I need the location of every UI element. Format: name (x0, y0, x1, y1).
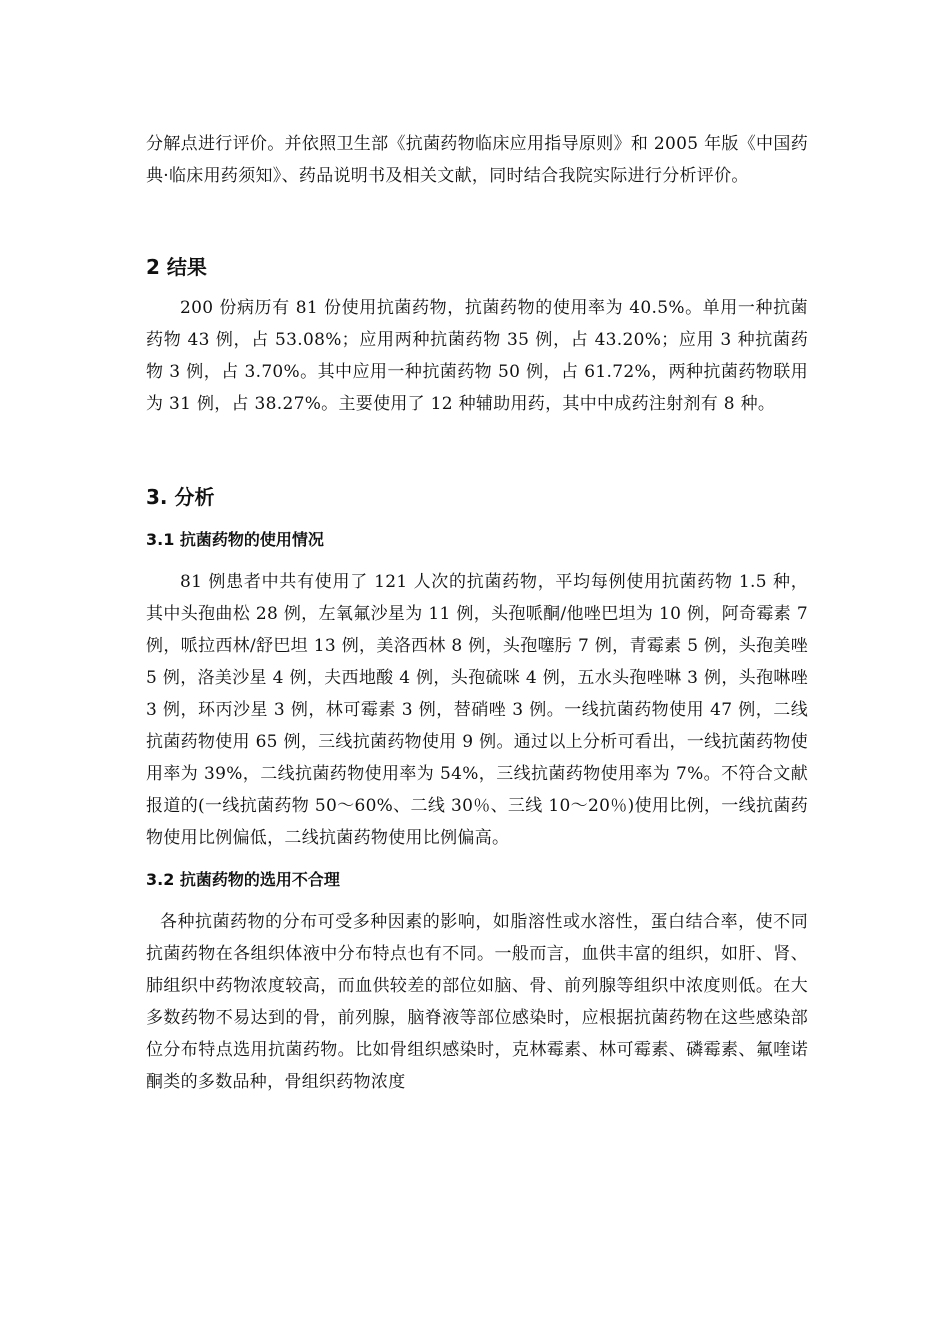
spacer (146, 854, 808, 866)
section-2-heading: 2 结果 (146, 255, 207, 279)
intro-paragraph: 分解点进行评价。并依照卫生部《抗菌药物临床应用指导原则》和 2005 年版《中国药典·临床用药须知》、药品说明书及相关文献，同时结合我院实际进行分析评价。 (146, 134, 808, 186)
document-content (146, 128, 808, 1098)
spacer (146, 894, 808, 906)
spacer (146, 420, 808, 482)
spacer (146, 512, 808, 526)
section-2-body: 200 份病历有 81 份使用抗菌药物，抗菌药物的使用率为 40.5%。单用一种抗菌药物 43 例，占 53.08%；应用两种抗菌药物 35 例，占 43.20%；应用 3 种抗菌药物 3 例，占 3.70%。其中应用一种抗菌药物 50 例，占 61.72%，两种抗菌药物联用为 31 例，占 38.27%。主要使用了 12 种辅助用药，其中中成药注射剂有 8 种。 (146, 298, 808, 414)
section-3-1-body: 81 例患者中共有使用了 121 人次的抗菌药物，平均每例使用抗菌药物 1.5 种，其中头孢曲松 28 例，左氧氟沙星为 11 例，头孢哌酮/他唑巴坦为 10 例，阿奇霉素 7 例，哌拉西林/舒巴坦 13 例，美洛西林 8 例，头孢噻肟 7 例，青霉素 5 例，头孢美唑 5 例，洛美沙星 4 例，夫西地酸 4 例，头孢硫咪 4 例，五水头孢唑啉 3 例，头孢啉唑 3 例，环丙沙星 3 例，林可霉素 3 例，替硝唑 3 例。一线抗菌药物使用 47 例，二线抗菌药物使用 65 例，三线抗菌药物使用 9 例。通过以上分析可看出，一线抗菌药物使用率为 39%，二线抗菌药物使用率为 54%，三线抗菌药物使用率为 7%。不符合文献报道的(一线抗菌药物 50～60%、二线 30％、三线 10～20％)使用比例，一线抗菌药物使用比例偏低，二线抗菌药物使用比例偏高。 (146, 572, 808, 848)
spacer (146, 192, 808, 252)
section-3-heading: 3. 分析 (146, 485, 215, 509)
spacer (146, 282, 808, 292)
section-3-1-heading: 3.1 抗菌药物的使用情况 (146, 530, 324, 549)
section-3-2-body: 各种抗菌药物的分布可受多种因素的影响，如脂溶性或水溶性，蛋白结合率，使不同抗菌药物在各组织体液中分布特点也有不同。一般而言，血供丰富的组织，如肝、肾、肺组织中药物浓度较高，而血供较差的部位如脑、骨、前列腺等组织中浓度则低。在大多数药物不易达到的骨，前列腺，脑脊液等部位感染时，应根据抗菌药物在这些感染部位分布特点选用抗菌药物。比如骨组织感染时，克林霉素、林可霉素、磷霉素、氟喹诺酮类的多数品种，骨组织药物浓度 (146, 912, 808, 1092)
section-3-2-heading: 3.2 抗菌药物的选用不合理 (146, 870, 340, 889)
spacer (146, 554, 808, 566)
